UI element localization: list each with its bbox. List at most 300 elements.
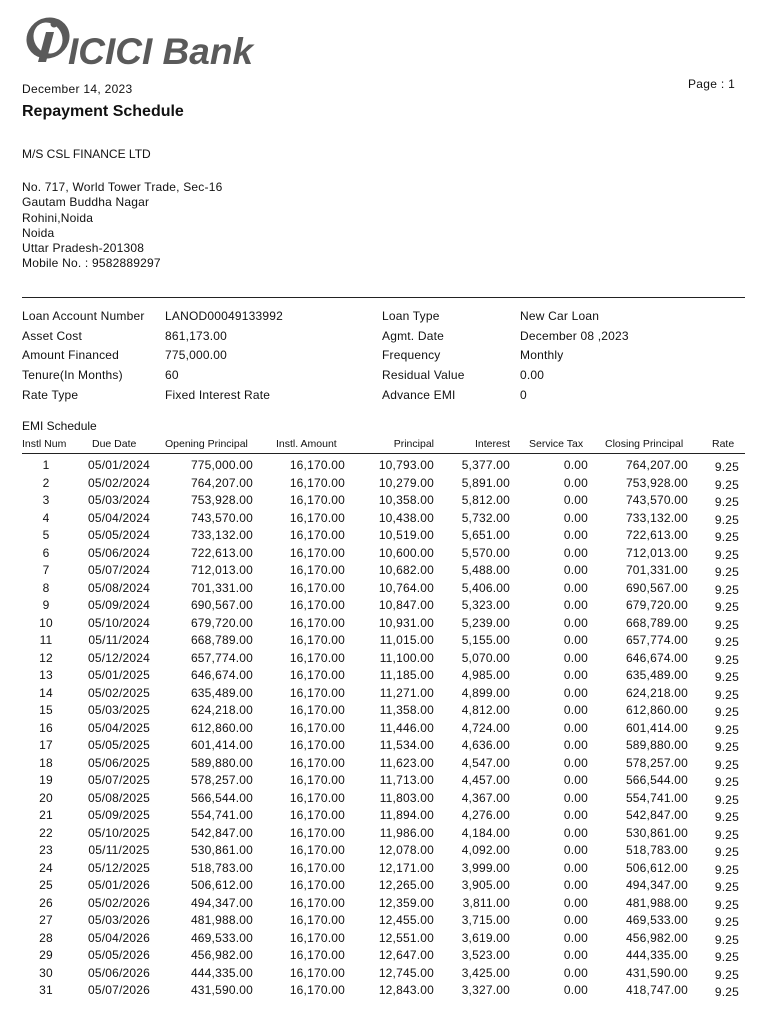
label-frequency: Frequency	[382, 348, 441, 362]
cell-instl-amount: 16,170.00	[289, 913, 345, 927]
address-line: No. 717, World Tower Trade, Sec-16	[22, 180, 223, 194]
value-amount-financed: 775,000.00	[165, 348, 228, 362]
cell-due-date: 05/03/2024	[87, 493, 151, 507]
cell-due-date: 05/08/2024	[87, 580, 151, 595]
cell-instl-num: 12	[39, 650, 53, 665]
cell-due-date: 05/04/2026	[87, 930, 151, 945]
cell-rate: 9.25	[714, 547, 739, 562]
cell-service-tax: 0.00	[563, 458, 588, 472]
value-frequency: Monthly	[520, 348, 564, 362]
cell-instl-num: 20	[39, 790, 53, 805]
cell-interest: 5,406.00	[461, 580, 510, 595]
col-header-instl-num: Instl Num	[22, 438, 67, 450]
cell-service-tax: 0.00	[563, 563, 588, 577]
cell-opening-principal: 589,880.00	[190, 755, 253, 770]
cell-closing-principal: 554,741.00	[625, 790, 688, 805]
cell-service-tax: 0.00	[563, 510, 588, 525]
cell-rate: 9.25	[714, 722, 739, 737]
cell-service-tax: 0.00	[563, 983, 588, 997]
cell-closing-principal: 722,613.00	[625, 528, 688, 542]
cell-instl-amount: 16,170.00	[289, 790, 345, 805]
cell-interest: 3,905.00	[461, 878, 510, 892]
cell-closing-principal: 733,132.00	[625, 510, 688, 525]
label-rate-type: Rate Type	[22, 388, 79, 402]
col-header-instl-amount: Instl. Amount	[276, 438, 337, 450]
cell-closing-principal: 506,612.00	[625, 860, 688, 875]
cell-instl-num: 19	[39, 773, 53, 787]
cell-interest: 5,070.00	[461, 650, 510, 665]
cell-principal: 11,986.00	[379, 825, 434, 840]
col-header-service-tax: Service Tax	[529, 438, 584, 450]
cell-rate: 9.25	[714, 617, 739, 632]
logo-wordmark: ICICI Bank	[68, 31, 254, 70]
cell-opening-principal: 701,331.00	[190, 580, 253, 595]
cell-principal: 11,185.00	[379, 668, 434, 682]
value-tenure: 60	[165, 368, 179, 382]
cell-due-date: 05/11/2025	[88, 843, 150, 857]
cell-principal: 12,455.00	[378, 913, 434, 927]
cell-opening-principal: 712,013.00	[190, 563, 253, 577]
cell-principal: 10,764.00	[378, 580, 434, 595]
cell-due-date: 05/05/2025	[87, 738, 151, 752]
cell-instl-num: 5	[42, 528, 50, 542]
cell-service-tax: 0.00	[563, 738, 588, 752]
cell-service-tax: 0.00	[563, 895, 588, 910]
cell-closing-principal: 578,257.00	[625, 755, 688, 770]
cell-rate: 9.25	[714, 565, 739, 579]
cell-instl-num: 23	[39, 843, 53, 857]
cell-due-date: 05/06/2026	[87, 965, 151, 980]
cell-closing-principal: 635,489.00	[625, 668, 688, 682]
cell-interest: 5,812.00	[461, 493, 510, 507]
cell-closing-principal: 743,570.00	[625, 493, 688, 507]
cell-due-date: 05/01/2026	[87, 878, 151, 892]
cell-instl-amount: 16,170.00	[289, 475, 345, 490]
cell-principal: 11,015.00	[379, 633, 434, 647]
cell-opening-principal: 554,741.00	[190, 808, 253, 822]
address-line: Rohini,Noida	[22, 210, 94, 225]
cell-instl-num: 31	[39, 983, 53, 997]
cell-opening-principal: 601,414.00	[190, 738, 253, 752]
cell-opening-principal: 646,674.00	[190, 668, 253, 682]
cell-principal: 12,745.00	[378, 965, 434, 980]
cell-principal: 12,647.00	[378, 948, 434, 962]
cell-instl-num: 14	[39, 685, 53, 700]
cell-opening-principal: 775,000.00	[190, 458, 253, 472]
cell-instl-num: 26	[39, 895, 53, 910]
cell-opening-principal: 542,847.00	[190, 825, 253, 840]
cell-closing-principal: 418,747.00	[625, 983, 688, 997]
cell-closing-principal: 444,335.00	[625, 948, 688, 962]
cell-rate: 9.25	[714, 862, 739, 877]
cell-instl-amount: 16,170.00	[289, 458, 345, 472]
cell-due-date: 05/10/2024	[87, 615, 151, 630]
cell-instl-amount: 16,170.00	[289, 773, 345, 787]
cell-principal: 11,894.00	[379, 808, 434, 822]
cell-due-date: 05/11/2024	[88, 633, 150, 647]
cell-principal: 10,600.00	[378, 545, 434, 560]
cell-due-date: 05/12/2024	[87, 650, 151, 665]
cell-service-tax: 0.00	[563, 860, 588, 875]
cell-due-date: 05/05/2026	[87, 948, 151, 962]
cell-instl-amount: 16,170.00	[289, 545, 345, 560]
value-residual-value: 0.00	[520, 368, 545, 382]
cell-rate: 9.25	[714, 915, 739, 929]
cell-interest: 5,239.00	[461, 615, 510, 630]
cell-instl-num: 6	[42, 545, 50, 560]
cell-interest: 4,812.00	[461, 703, 510, 717]
cell-service-tax: 0.00	[563, 685, 588, 700]
cell-opening-principal: 494,347.00	[190, 895, 253, 910]
cell-rate: 9.25	[714, 967, 739, 982]
cell-opening-principal: 722,613.00	[190, 545, 253, 560]
cell-due-date: 05/10/2025	[87, 825, 151, 840]
cell-instl-num: 2	[42, 475, 50, 490]
cell-closing-principal: 668,789.00	[625, 615, 688, 630]
cell-rate: 9.25	[714, 495, 739, 509]
cell-closing-principal: 431,590.00	[625, 965, 688, 980]
cell-interest: 5,377.00	[461, 458, 510, 472]
cell-instl-num: 25	[39, 878, 53, 892]
section-divider	[22, 297, 745, 298]
cell-service-tax: 0.00	[563, 528, 588, 542]
cell-closing-principal: 690,567.00	[625, 580, 688, 595]
cell-interest: 3,425.00	[461, 965, 510, 980]
cell-interest: 4,276.00	[461, 808, 510, 822]
cell-closing-principal: 624,218.00	[625, 685, 688, 700]
cell-interest: 5,570.00	[461, 545, 510, 560]
cell-service-tax: 0.00	[563, 720, 588, 735]
cell-due-date: 05/03/2025	[87, 703, 151, 717]
cell-due-date: 05/06/2025	[87, 755, 151, 770]
cell-interest: 5,651.00	[461, 528, 510, 542]
cell-instl-num: 3	[42, 493, 50, 507]
icici-bank-logo	[22, 12, 272, 70]
cell-opening-principal: 657,774.00	[190, 650, 253, 665]
cell-interest: 3,619.00	[461, 930, 510, 945]
cell-instl-num: 29	[39, 948, 53, 962]
cell-interest: 5,891.00	[461, 475, 510, 490]
customer-address	[22, 180, 222, 272]
cell-closing-principal: 753,928.00	[625, 475, 688, 490]
cell-instl-num: 16	[39, 720, 53, 735]
cell-interest: 3,811.00	[462, 895, 510, 910]
cell-principal: 10,682.00	[378, 563, 434, 577]
cell-principal: 11,623.00	[379, 755, 434, 770]
cell-opening-principal: 753,928.00	[190, 493, 253, 507]
value-advance-emi: 0	[520, 388, 527, 402]
cell-instl-num: 30	[39, 965, 53, 980]
cell-closing-principal: 481,988.00	[625, 895, 688, 910]
table-header-rule	[22, 453, 745, 454]
cell-service-tax: 0.00	[563, 790, 588, 805]
mobile-number: Mobile No. : 9582889297	[22, 256, 161, 271]
page-number: Page : 1	[688, 77, 736, 91]
cell-closing-principal: 712,013.00	[625, 545, 688, 560]
cell-closing-principal: 657,774.00	[625, 633, 688, 647]
cell-rate: 9.25	[714, 582, 739, 597]
cell-rate: 9.25	[714, 845, 739, 859]
cell-rate: 9.25	[714, 950, 739, 964]
cell-interest: 4,184.00	[461, 825, 510, 840]
label-agmt-date: Agmt. Date	[382, 329, 445, 343]
cell-service-tax: 0.00	[563, 598, 588, 612]
label-loan-type: Loan Type	[382, 309, 440, 323]
cell-instl-amount: 16,170.00	[289, 755, 345, 770]
cell-opening-principal: 431,590.00	[190, 983, 253, 997]
address-line: Uttar Pradesh-201308	[22, 241, 145, 256]
cell-principal: 10,931.00	[378, 615, 434, 630]
cell-opening-principal: 506,612.00	[190, 878, 253, 892]
cell-instl-amount: 16,170.00	[289, 720, 345, 735]
cell-rate: 9.25	[714, 792, 739, 807]
cell-instl-amount: 16,170.00	[289, 493, 345, 507]
cell-principal: 10,438.00	[378, 510, 434, 525]
cell-service-tax: 0.00	[563, 878, 588, 892]
cell-closing-principal: 456,982.00	[625, 930, 688, 945]
cell-opening-principal: 624,218.00	[190, 703, 253, 717]
col-header-rate: Rate	[712, 438, 735, 450]
cell-due-date: 05/02/2024	[87, 475, 151, 490]
cell-service-tax: 0.00	[563, 615, 588, 630]
cell-instl-num: 13	[39, 668, 53, 682]
cell-closing-principal: 469,533.00	[625, 913, 688, 927]
cell-due-date: 05/02/2026	[87, 895, 151, 910]
cell-interest: 5,323.00	[461, 598, 510, 612]
cell-rate: 9.25	[714, 985, 739, 999]
label-tenure: Tenure(In Months)	[22, 368, 123, 382]
cell-instl-num: 22	[39, 825, 53, 840]
cell-instl-num: 28	[39, 930, 53, 945]
cell-closing-principal: 601,414.00	[625, 720, 688, 735]
cell-due-date: 05/09/2024	[87, 598, 151, 612]
cell-principal: 12,843.00	[378, 983, 434, 997]
cell-principal: 10,847.00	[378, 598, 434, 612]
label-advance-emi: Advance EMI	[382, 388, 456, 402]
cell-interest: 4,899.00	[461, 685, 510, 700]
cell-interest: 4,547.00	[461, 755, 510, 770]
col-header-due-date: Due Date	[92, 438, 137, 450]
cell-service-tax: 0.00	[563, 808, 588, 822]
label-amount-financed: Amount Financed	[22, 348, 120, 362]
col-header-principal: Principal	[393, 438, 434, 450]
cell-interest: 3,327.00	[461, 983, 510, 997]
cell-due-date: 05/06/2024	[87, 545, 151, 560]
cell-instl-num: 1	[42, 458, 50, 472]
cell-service-tax: 0.00	[563, 668, 588, 682]
cell-opening-principal: 578,257.00	[190, 773, 253, 787]
cell-instl-amount: 16,170.00	[289, 930, 345, 945]
cell-instl-num: 15	[39, 703, 53, 717]
cell-rate: 9.25	[714, 880, 739, 894]
cell-opening-principal: 668,789.00	[190, 633, 253, 647]
cell-due-date: 05/01/2025	[87, 668, 151, 682]
cell-rate: 9.25	[714, 512, 739, 527]
cell-service-tax: 0.00	[563, 650, 588, 665]
cell-closing-principal: 679,720.00	[625, 598, 688, 612]
document-date: December 14, 2023	[22, 82, 133, 96]
cell-instl-amount: 16,170.00	[289, 878, 345, 892]
cell-interest: 4,636.00	[461, 738, 510, 752]
cell-instl-amount: 16,170.00	[289, 685, 345, 700]
cell-opening-principal: 764,207.00	[190, 475, 253, 490]
address-line: Gautam Buddha Nagar	[22, 195, 150, 210]
cell-instl-amount: 16,170.00	[289, 843, 345, 857]
cell-opening-principal: 444,335.00	[190, 965, 253, 980]
label-loan-account-number: Loan Account Number	[22, 309, 145, 323]
cell-instl-num: 11	[39, 633, 53, 647]
value-agmt-date: December 08 ,2023	[520, 329, 629, 343]
cell-instl-amount: 16,170.00	[289, 895, 345, 910]
cell-rate: 9.25	[714, 460, 739, 474]
cell-service-tax: 0.00	[563, 580, 588, 595]
cell-principal: 11,358.00	[379, 703, 434, 717]
cell-instl-amount: 16,170.00	[289, 563, 345, 577]
cell-closing-principal: 612,860.00	[625, 703, 688, 717]
cell-due-date: 05/01/2024	[87, 458, 151, 472]
cell-instl-num: 24	[39, 860, 53, 875]
cell-instl-amount: 16,170.00	[289, 650, 345, 665]
cell-interest: 3,999.00	[461, 860, 510, 875]
cell-closing-principal: 589,880.00	[625, 738, 688, 752]
cell-instl-amount: 16,170.00	[289, 948, 345, 962]
cell-principal: 12,265.00	[378, 878, 434, 892]
cell-service-tax: 0.00	[563, 843, 588, 857]
cell-instl-amount: 16,170.00	[289, 983, 345, 997]
cell-rate: 9.25	[714, 775, 739, 789]
cell-interest: 4,724.00	[461, 720, 510, 735]
cell-rate: 9.25	[714, 687, 739, 702]
cell-principal: 10,358.00	[378, 493, 434, 507]
cell-principal: 11,713.00	[379, 773, 434, 787]
cell-principal: 12,551.00	[378, 930, 434, 945]
cell-service-tax: 0.00	[563, 913, 588, 927]
cell-interest: 3,715.00	[461, 913, 510, 927]
cell-service-tax: 0.00	[563, 825, 588, 840]
cell-rate: 9.25	[714, 670, 739, 684]
cell-opening-principal: 690,567.00	[190, 598, 253, 612]
cell-principal: 11,271.00	[379, 685, 434, 700]
cell-opening-principal: 456,982.00	[190, 948, 253, 962]
cell-principal: 12,171.00	[378, 860, 434, 875]
cell-instl-amount: 16,170.00	[289, 703, 345, 717]
cell-service-tax: 0.00	[563, 965, 588, 980]
cell-interest: 4,985.00	[461, 668, 510, 682]
cell-instl-amount: 16,170.00	[289, 825, 345, 840]
cell-instl-amount: 16,170.00	[289, 738, 345, 752]
label-asset-cost: Asset Cost	[22, 329, 83, 343]
value-loan-type: New Car Loan	[520, 309, 600, 323]
cell-opening-principal: 518,783.00	[190, 860, 253, 875]
cell-principal: 11,100.00	[379, 650, 434, 665]
cell-principal: 10,793.00	[378, 458, 434, 472]
cell-instl-num: 4	[42, 510, 50, 525]
cell-due-date: 05/02/2025	[87, 685, 151, 700]
cell-service-tax: 0.00	[563, 633, 588, 647]
cell-interest: 4,457.00	[461, 773, 510, 787]
cell-rate: 9.25	[714, 530, 739, 544]
cell-principal: 11,446.00	[379, 720, 434, 735]
cell-instl-num: 21	[39, 808, 53, 822]
cell-due-date: 05/12/2025	[87, 860, 151, 875]
cell-interest: 5,732.00	[461, 510, 510, 525]
cell-rate: 9.25	[714, 600, 739, 614]
cell-instl-num: 7	[42, 563, 50, 577]
cell-due-date: 05/04/2024	[87, 510, 151, 525]
cell-instl-num: 27	[39, 913, 53, 927]
col-header-closing-principal: Closing Principal	[605, 438, 684, 450]
cell-instl-amount: 16,170.00	[289, 510, 345, 525]
cell-due-date: 05/07/2024	[87, 563, 151, 577]
cell-instl-amount: 16,170.00	[289, 580, 345, 595]
page-title: Repayment Schedule	[22, 103, 184, 120]
value-loan-account-number: LANOD00049133992	[165, 309, 283, 323]
cell-rate: 9.25	[714, 652, 739, 667]
cell-rate: 9.25	[714, 635, 739, 649]
emi-schedule-title: EMI Schedule	[22, 419, 97, 433]
cell-due-date: 05/05/2024	[87, 528, 151, 542]
cell-closing-principal: 566,544.00	[625, 773, 688, 787]
cell-closing-principal: 764,207.00	[625, 458, 688, 472]
cell-due-date: 05/07/2026	[87, 983, 151, 997]
col-header-interest: Interest	[474, 438, 510, 450]
cell-instl-amount: 16,170.00	[289, 965, 345, 980]
cell-interest: 4,092.00	[461, 843, 510, 857]
cell-interest: 4,367.00	[461, 790, 510, 805]
cell-service-tax: 0.00	[563, 475, 588, 490]
cell-instl-amount: 16,170.00	[289, 598, 345, 612]
cell-service-tax: 0.00	[563, 545, 588, 560]
cell-rate: 9.25	[714, 757, 739, 772]
cell-instl-amount: 16,170.00	[289, 615, 345, 630]
cell-opening-principal: 481,988.00	[190, 913, 253, 927]
cell-due-date: 05/08/2025	[87, 790, 151, 805]
cell-service-tax: 0.00	[563, 948, 588, 962]
cell-due-date: 05/04/2025	[87, 720, 151, 735]
address-line: Noida	[22, 225, 55, 240]
cell-instl-amount: 16,170.00	[289, 668, 345, 682]
cell-instl-num: 8	[42, 580, 50, 595]
cell-rate: 9.25	[714, 477, 739, 492]
cell-principal: 11,803.00	[379, 790, 434, 805]
label-residual-value: Residual Value	[382, 368, 465, 382]
cell-principal: 12,078.00	[378, 843, 434, 857]
cell-rate: 9.25	[714, 827, 739, 842]
cell-closing-principal: 646,674.00	[625, 650, 688, 665]
cell-rate: 9.25	[714, 810, 739, 824]
cell-principal: 12,359.00	[378, 895, 434, 910]
cell-opening-principal: 469,533.00	[190, 930, 253, 945]
cell-instl-amount: 16,170.00	[289, 528, 345, 542]
cell-instl-amount: 16,170.00	[289, 860, 345, 875]
cell-opening-principal: 566,544.00	[190, 790, 253, 805]
cell-closing-principal: 701,331.00	[625, 563, 688, 577]
cell-due-date: 05/03/2026	[87, 913, 151, 927]
cell-closing-principal: 530,861.00	[625, 825, 688, 840]
cell-service-tax: 0.00	[563, 773, 588, 787]
cell-opening-principal: 733,132.00	[190, 528, 253, 542]
customer-name: M/S CSL FINANCE LTD	[22, 147, 151, 161]
cell-instl-num: 17	[39, 738, 53, 752]
value-asset-cost: 861,173.00	[165, 329, 228, 343]
cell-closing-principal: 542,847.00	[625, 808, 688, 822]
cell-instl-num: 9	[42, 598, 50, 612]
cell-instl-amount: 16,170.00	[289, 633, 345, 647]
cell-service-tax: 0.00	[563, 493, 588, 507]
cell-instl-num: 10	[39, 615, 53, 630]
cell-service-tax: 0.00	[563, 703, 588, 717]
cell-closing-principal: 494,347.00	[625, 878, 688, 892]
